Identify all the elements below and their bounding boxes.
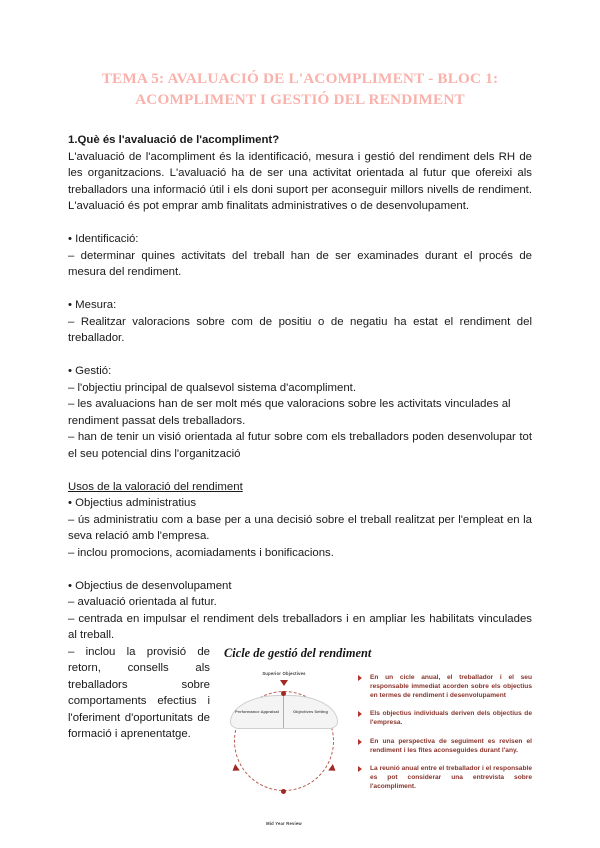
usos-admin-bullet: • Objectius administratius [68,497,197,509]
bullet-gestio-line-3: – han de tenir un visió orientada al futur sobre com els treballadors poden desenvolupar tot el seu potencial dins l'organització [68,431,532,460]
cycle-node-bottom-icon [281,789,286,794]
figure-bullet-item [358,673,532,701]
spacer [68,462,532,479]
spacer [68,347,532,364]
bullet-gestio-line-2: – les avaluacions han de ser molt més que valoracions sobre les activitats vinculades al rendiment passat dels treballadors. [68,398,511,427]
usos-admin-line-2: – inclou promocions, acomiadaments i bonificacions. [68,546,334,559]
triangle-bullet-icon [358,675,362,681]
usos-admin-line-1: – ús administratiu com a base per a una decisió sobre el treball realitzat per l'empleat en la seva relació amb l'empresa. [68,513,532,542]
wedge-objectives-setting: Objectives Setting [293,708,328,714]
usos-dev-line-2: – centrada en impulsar el rendiment dels treballadors i en ampliar les habilitats vinculades al treball. [68,612,532,641]
triangle-bullet-icon [358,711,362,717]
figure-bullet-item [358,764,532,792]
arrow-right-icon [328,764,338,774]
spacer [68,215,532,232]
figure-body [220,669,532,829]
usos-dev-bullet: • Objectius de desenvolupament [68,579,232,592]
section-heading-1: 1.Què és l'avaluació de l'acompliment? [68,134,280,146]
spacer [68,561,532,578]
usos-dev-line-3: – inclou la provisió de retorn, consells als treballadors sobre comportaments efectius i l'oferiment d'oportunitats de formació i aprenentatge. [68,645,210,740]
usos-dev-line-1: – avaluació orientada al futur. [68,596,217,608]
wedge-performance-appraisal: Performance Appraisal [231,696,284,728]
figure-bullet-text: La reunió anual entre el treballador i el responsable es pot considerar una entrevista sobre l'acompliment. [370,764,532,791]
arrow-left-icon [230,764,240,774]
figure-bullet-text: En una perspectiva de seguiment es revisen el rendiment i les fites aconseguides durant l'any. [370,737,532,754]
bullet-mesura-line-1: – Realitzar valoracions sobre com de positiu o de negatiu ha estat el rendiment del treballador. [68,315,532,344]
figure-bullet-text: Els objectius individuals deriven dels objectius de l'empresa. [370,710,532,727]
figure-wrap-zone [68,644,532,829]
figure-bullet-text: En un cicle anual, el treballador i el seu responsable immediat acorden sobre els objectius en termes de rendiment i desenvolupament [370,673,532,699]
usos-heading: Usos de la valoració del rendiment [68,480,243,493]
figure-bullet-list [348,669,532,792]
triangle-bullet-icon [358,766,362,772]
bullet-gestio-line-1: – l'objectiu principal de qualsevol sistema d'acompliment. [68,381,356,394]
cycle-wedge-pair [230,695,338,729]
figure-cicle-gestio-rendiment [220,646,532,829]
bullet-identificacio-line-1: – determinar quines activitats del treball han de ser examinades durant el procés de mesura del rendiment. [68,249,532,278]
figure-bullet-item [358,709,532,727]
cycle-top-label: Superior Objectives [262,670,306,676]
page-title: TEMA 5: AVALUACIÓ DE L'ACOMPLIMENT - BLOC 1: ACOMPLIMENT I GESTIÓ DEL RENDIMENT [101,70,499,108]
cycle-diagram [220,669,348,829]
cycle-node-top-icon [281,691,286,696]
cycle-bottom-label: Mid Year Review [266,820,302,826]
figure-bullet-item [358,737,532,755]
page-content [68,68,532,829]
triangle-bullet-icon [358,739,362,745]
spacer [68,281,532,298]
bullet-identificacio: • Identificació: [68,233,139,245]
arrow-down-icon [280,680,288,686]
section-1-paragraph: L'avaluació de l'acompliment és la identificació, mesura i gestió del rendiment dels RH de les organitzacions. L'avaluació ha de ser una activitat orientada al futur que ofereixi als treballadors una informació útil i els doni suport per aconseguir millors nivells de rendiment. L'avaluació és pot emprar amb finalitats administratives o de desenvolupament. [68,150,532,212]
figure-caption: Cicle de gestió del rendiment [224,645,372,660]
bullet-mesura: • Mesura: [68,299,117,311]
bullet-gestio: • Gestió: [68,365,112,377]
